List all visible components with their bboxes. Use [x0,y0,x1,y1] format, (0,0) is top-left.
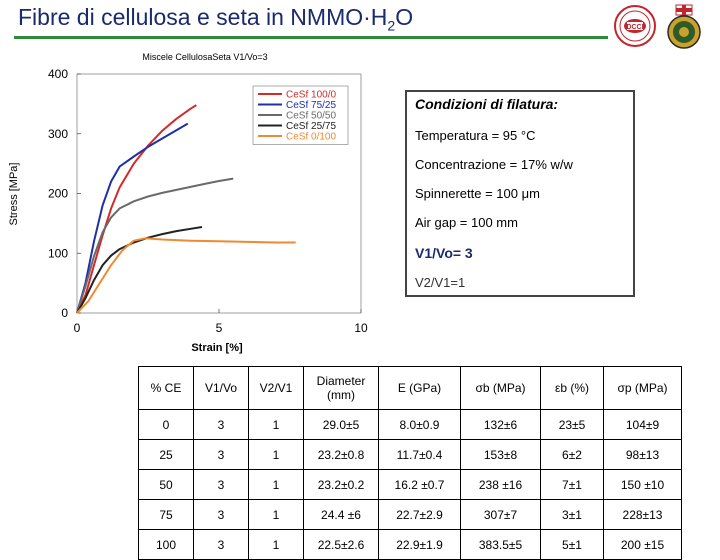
x-axis-label: Strain [%] [191,342,243,354]
table-cell: 383.5±5 [461,530,541,560]
table-cell: 3 [194,410,249,440]
series-line [77,238,296,313]
series-line [77,105,196,313]
slide-title: Fibre di cellulosa e seta in $NMMO\cdot H_2O$ [18,4,414,34]
spinneret-text: Spinnerette = 100 μm [415,186,540,201]
column-header: σp (MPa) [604,367,682,410]
table-cell: 22.5±2.6 [304,530,379,560]
table-cell: 104±9 [604,410,682,440]
table-cell: 3±1 [541,500,604,530]
table-cell: 16.2 ±0.7 [379,470,461,500]
table-cell: 100 [139,530,194,560]
legend-label: CeSf 100/0 [286,89,337,101]
legend-label: CeSf 0/100 [286,131,337,143]
temperature-text: Temperatura = 95 °C [415,128,536,143]
column-header: εb (%) [541,367,604,410]
table-cell: 22.7±2.9 [379,500,461,530]
table-cell: 6±2 [541,440,604,470]
y-tick-label: 400 [47,67,68,81]
table-cell: 23.2±0.8 [304,440,379,470]
title-underline [14,36,608,39]
table-cell: 23.2±0.2 [304,470,379,500]
legend-label: CeSf 50/50 [286,110,337,122]
table-header-row [139,367,682,410]
table-cell: 238 ±16 [461,470,541,500]
chart-title: Miscele CellulosaSeta V1/Vo=3 [142,52,268,62]
table-cell: 307±7 [461,500,541,530]
draw-ratio-v2-v1: V2/V1=1 [415,275,466,290]
table-cell: 228±13 [604,500,682,530]
table-cell: 1 [249,410,304,440]
table-cell: 22.9±1.9 [379,530,461,560]
table-cell: 23±5 [541,410,604,440]
table-cell: 1 [249,530,304,560]
table-cell: 1 [249,470,304,500]
table-cell: 29.0±5 [304,410,379,440]
table-cell: 98±13 [604,440,682,470]
table-row [139,530,682,560]
table-cell: 153±8 [461,440,541,470]
draw-ratio-v1-vo: V1/Vo= 3 [415,245,473,261]
column-header: E (GPa) [379,367,461,410]
table-row [139,410,682,440]
table-cell: 8.0±0.9 [379,410,461,440]
table-cell: 75 [139,500,194,530]
table-cell: 1 [249,440,304,470]
legend-label: CeSf 75/25 [286,100,337,111]
y-tick-label: 100 [47,246,68,261]
table-cell: 132±6 [461,410,541,440]
y-tick-label: 300 [47,126,68,141]
table-cell: 3 [194,500,249,530]
table-cell: 11.7±0.4 [379,440,461,470]
table-cell: 3 [194,470,249,500]
legend [253,86,348,145]
table-cell: 150 ±10 [604,470,682,500]
table-cell: 24.4 ±6 [304,500,379,530]
column-header: V1/Vo [194,367,249,410]
table-cell: 1 [249,500,304,530]
fiber-properties-table [138,366,682,560]
table-cell: 50 [139,470,194,500]
column-header: Diameter (mm) [304,367,379,410]
table-cell: 7±1 [541,470,604,500]
spinning-conditions-box [405,90,635,297]
table-row [139,440,682,470]
table-cell: 200 ±15 [604,530,682,560]
airgap-text: Air gap = 100 mm [415,215,518,230]
svg-text:DCCI: DCCI [626,24,644,31]
y-tick-label: 0 [61,306,68,320]
series-line [77,124,188,313]
conditions-title: Condizioni di filatura: [415,96,559,112]
table-cell: 3 [194,530,249,560]
table-cell: 25 [139,440,194,470]
column-header: V2/V1 [249,367,304,410]
x-tick-label: 0 [73,321,81,335]
legend-label: CeSf 25/75 [286,121,337,132]
x-tick-label: 10 [354,321,368,335]
table-row [139,470,682,500]
table-cell: 0 [139,410,194,440]
table-cell: 5±1 [541,530,604,560]
y-tick-label: 200 [47,186,68,201]
column-header: % CE [139,367,194,410]
table-cell: 3 [194,440,249,470]
column-header: σb (MPa) [461,367,541,410]
y-axis-label: Stress [MPa] [8,162,20,226]
x-tick-label: 5 [215,321,223,335]
table-row [139,500,682,530]
concentration-text: Concentrazione = 17% w/w [415,157,573,172]
